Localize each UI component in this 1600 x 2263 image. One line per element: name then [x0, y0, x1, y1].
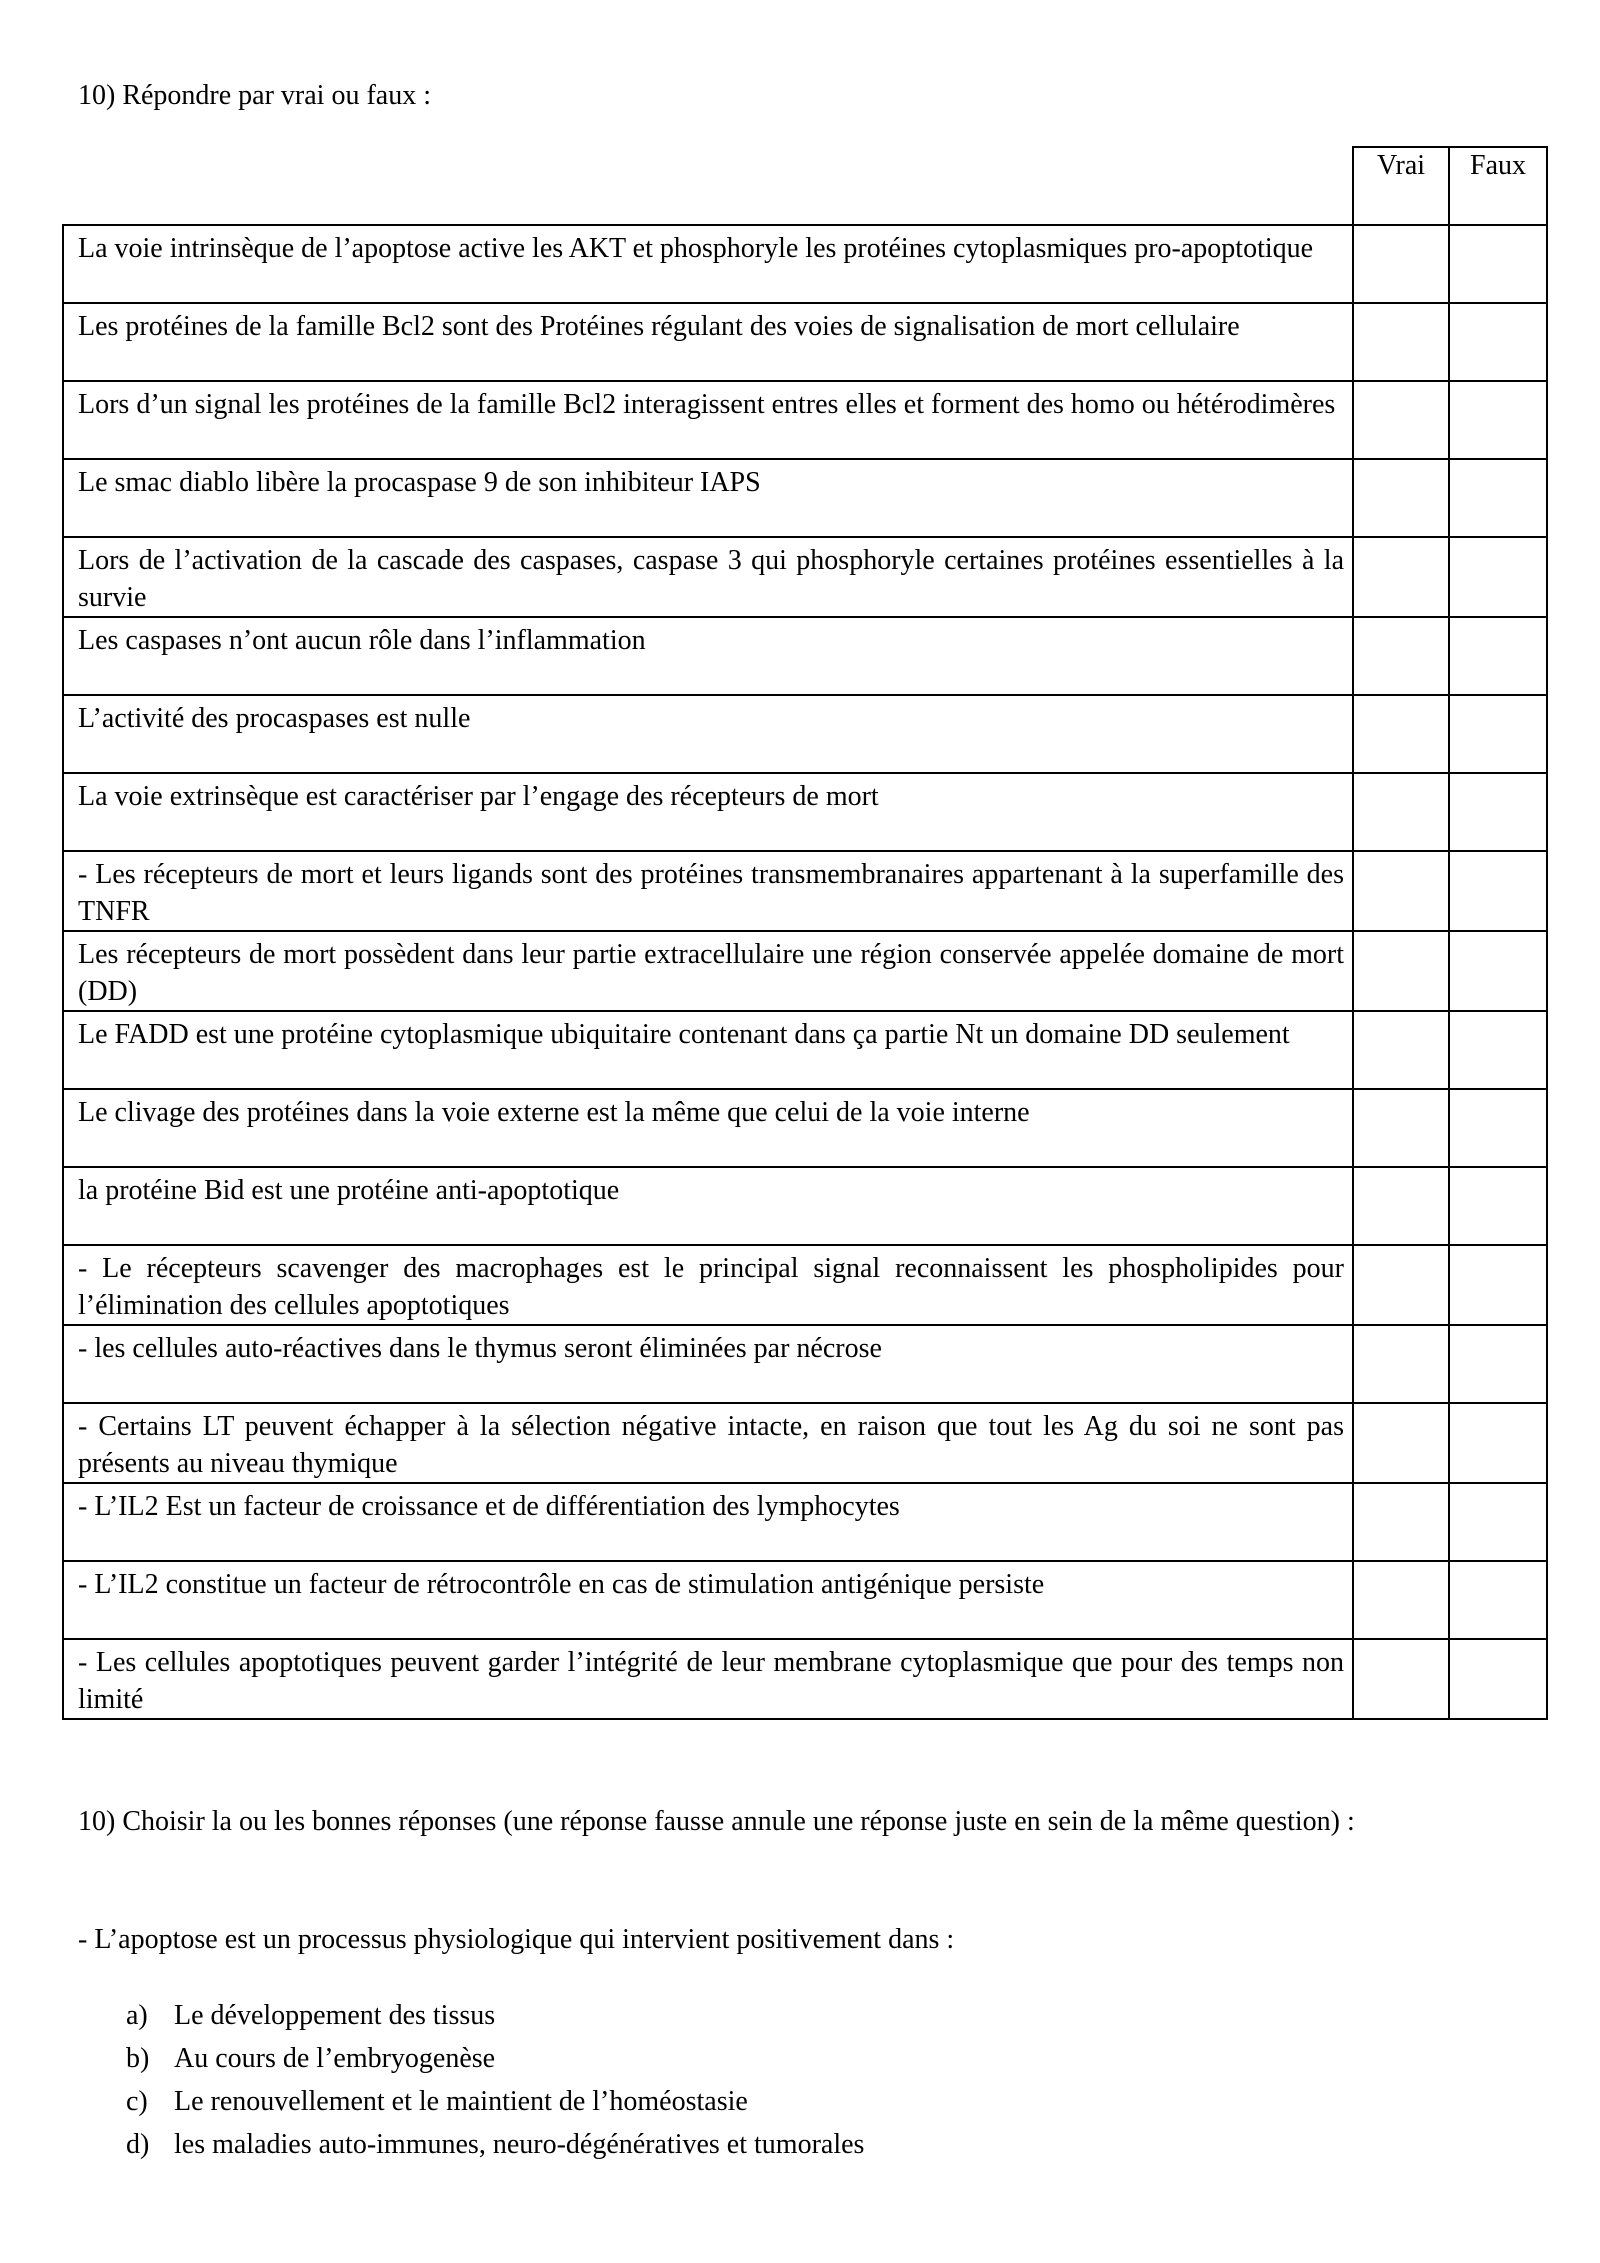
faux-checkbox-cell[interactable]	[1449, 1561, 1547, 1639]
vrai-checkbox-cell[interactable]	[1353, 1483, 1449, 1561]
faux-checkbox-cell[interactable]	[1449, 695, 1547, 773]
column-header-vrai: Vrai	[1353, 147, 1449, 225]
question-1-title: 10) Répondre par vrai ou faux :	[78, 80, 431, 111]
vrai-checkbox-cell[interactable]	[1353, 225, 1449, 303]
vrai-checkbox-cell[interactable]	[1353, 617, 1449, 695]
statement-row	[63, 459, 1547, 537]
faux-checkbox-cell[interactable]	[1449, 1245, 1547, 1325]
statement-text: - Les cellules apoptotiques peuvent garder l’intégrité de leur membrane cytoplasmique que pour des temps non limité	[63, 1639, 1353, 1719]
answer-option[interactable]	[126, 2123, 864, 2166]
statement-text: Les caspases n’ont aucun rôle dans l’inflammation	[63, 617, 1353, 695]
statement-row	[63, 537, 1547, 617]
vrai-checkbox-cell[interactable]	[1353, 1325, 1449, 1403]
column-header-faux: Faux	[1449, 147, 1547, 225]
option-letter: c)	[126, 2086, 148, 2117]
question-2-instruction: 10) Choisir la ou les bonnes réponses (une réponse fausse annule une réponse juste en sein de la même question) :	[78, 1806, 1355, 1837]
statement-row	[63, 1325, 1547, 1403]
vrai-checkbox-cell[interactable]	[1353, 303, 1449, 381]
statement-row	[63, 225, 1547, 303]
statement-row	[63, 617, 1547, 695]
header-blank-cell	[63, 147, 1353, 225]
faux-checkbox-cell[interactable]	[1449, 773, 1547, 851]
faux-checkbox-cell[interactable]	[1449, 1483, 1547, 1561]
statement-text: la protéine Bid est une protéine anti-apoptotique	[63, 1167, 1353, 1245]
statement-row	[63, 1167, 1547, 1245]
statement-text: Le FADD est une protéine cytoplasmique ubiquitaire contenant dans ça partie Nt un domaine DD seulement	[63, 1011, 1353, 1089]
statement-text: - L’IL2 constitue un facteur de rétrocontrôle en cas de stimulation antigénique persiste	[63, 1561, 1353, 1639]
statement-row	[63, 931, 1547, 1011]
statement-row	[63, 1089, 1547, 1167]
faux-checkbox-cell[interactable]	[1449, 459, 1547, 537]
vrai-checkbox-cell[interactable]	[1353, 381, 1449, 459]
statement-row	[63, 1011, 1547, 1089]
faux-checkbox-cell[interactable]	[1449, 1403, 1547, 1483]
statement-text: Le smac diablo libère la procaspase 9 de son inhibiteur IAPS	[63, 459, 1353, 537]
faux-checkbox-cell[interactable]	[1449, 617, 1547, 695]
vrai-checkbox-cell[interactable]	[1353, 1011, 1449, 1089]
option-text: les maladies auto-immunes, neuro-dégénératives et tumorales	[174, 2129, 865, 2160]
answer-option[interactable]	[126, 2037, 864, 2080]
statement-text: Les récepteurs de mort possèdent dans leur partie extracellulaire une région conservée appelée domaine de mort (DD)	[63, 931, 1353, 1011]
statement-text: - L’IL2 Est un facteur de croissance et de différentiation des lymphocytes	[63, 1483, 1353, 1561]
statement-row	[63, 1561, 1547, 1639]
vrai-checkbox-cell[interactable]	[1353, 1089, 1449, 1167]
faux-checkbox-cell[interactable]	[1449, 931, 1547, 1011]
vrai-checkbox-cell[interactable]	[1353, 851, 1449, 931]
answer-options	[126, 1994, 864, 2166]
statements-body	[63, 225, 1547, 1719]
statement-text: Lors de l’activation de la cascade des caspases, caspase 3 qui phosphoryle certaines protéines essentielles à la survie	[63, 537, 1353, 617]
vrai-checkbox-cell[interactable]	[1353, 931, 1449, 1011]
vrai-checkbox-cell[interactable]	[1353, 1167, 1449, 1245]
statement-text: Le clivage des protéines dans la voie externe est la même que celui de la voie interne	[63, 1089, 1353, 1167]
statement-row	[63, 1483, 1547, 1561]
vrai-checkbox-cell[interactable]	[1353, 1403, 1449, 1483]
faux-checkbox-cell[interactable]	[1449, 1167, 1547, 1245]
option-letter: a)	[126, 2000, 148, 2031]
answer-option[interactable]	[126, 2080, 864, 2123]
faux-checkbox-cell[interactable]	[1449, 225, 1547, 303]
faux-checkbox-cell[interactable]	[1449, 1639, 1547, 1719]
option-text: Le développement des tissus	[174, 2000, 496, 2031]
faux-checkbox-cell[interactable]	[1449, 1089, 1547, 1167]
statement-text: - Le récepteurs scavenger des macrophages est le principal signal reconnaissent les phospholipides pour l’élimination des cellules apoptotiques	[63, 1245, 1353, 1325]
statement-row	[63, 773, 1547, 851]
faux-checkbox-cell[interactable]	[1449, 537, 1547, 617]
faux-checkbox-cell[interactable]	[1449, 1325, 1547, 1403]
statement-row	[63, 1639, 1547, 1719]
statement-text: - les cellules auto-réactives dans le thymus seront éliminées par nécrose	[63, 1325, 1353, 1403]
statement-row	[63, 303, 1547, 381]
vrai-checkbox-cell[interactable]	[1353, 773, 1449, 851]
faux-checkbox-cell[interactable]	[1449, 303, 1547, 381]
answer-option[interactable]	[126, 1994, 864, 2037]
option-text: Le renouvellement et le maintient de l’homéostasie	[174, 2086, 748, 2117]
option-text: Au cours de l’embryogenèse	[174, 2043, 496, 2074]
faux-checkbox-cell[interactable]	[1449, 381, 1547, 459]
option-letter: b)	[126, 2043, 150, 2074]
statement-row	[63, 695, 1547, 773]
vrai-checkbox-cell[interactable]	[1353, 459, 1449, 537]
vrai-checkbox-cell[interactable]	[1353, 695, 1449, 773]
statement-text: La voie intrinsèque de l’apoptose active les AKT et phosphoryle les protéines cytoplasmiques pro-apoptotique	[63, 225, 1353, 303]
faux-checkbox-cell[interactable]	[1449, 851, 1547, 931]
statement-row	[63, 1245, 1547, 1325]
vrai-checkbox-cell[interactable]	[1353, 537, 1449, 617]
statement-text: Les protéines de la famille Bcl2 sont des Protéines régulant des voies de signalisation de mort cellulaire	[63, 303, 1353, 381]
statement-text: L’activité des procaspases est nulle	[63, 695, 1353, 773]
statement-row	[63, 381, 1547, 459]
statement-text: La voie extrinsèque est caractériser par l’engage des récepteurs de mort	[63, 773, 1353, 851]
question-2-prompt: - L’apoptose est un processus physiologique qui intervient positivement dans :	[78, 1924, 955, 1955]
statement-row	[63, 1403, 1547, 1483]
faux-checkbox-cell[interactable]	[1449, 1011, 1547, 1089]
statement-text: - Les récepteurs de mort et leurs ligands sont des protéines transmembranaires appartenant à la superfamille des TNFR	[63, 851, 1353, 931]
vrai-checkbox-cell[interactable]	[1353, 1561, 1449, 1639]
true-false-table	[62, 146, 1548, 1720]
statement-text: Lors d’un signal les protéines de la famille Bcl2 interagissent entres elles et forment des homo ou hétérodimères	[63, 381, 1353, 459]
statement-row	[63, 851, 1547, 931]
vrai-checkbox-cell[interactable]	[1353, 1245, 1449, 1325]
option-letter: d)	[126, 2129, 150, 2160]
vrai-checkbox-cell[interactable]	[1353, 1639, 1449, 1719]
statement-text: - Certains LT peuvent échapper à la sélection négative intacte, en raison que tout les Ag du soi ne sont pas présents au niveau thymique	[63, 1403, 1353, 1483]
